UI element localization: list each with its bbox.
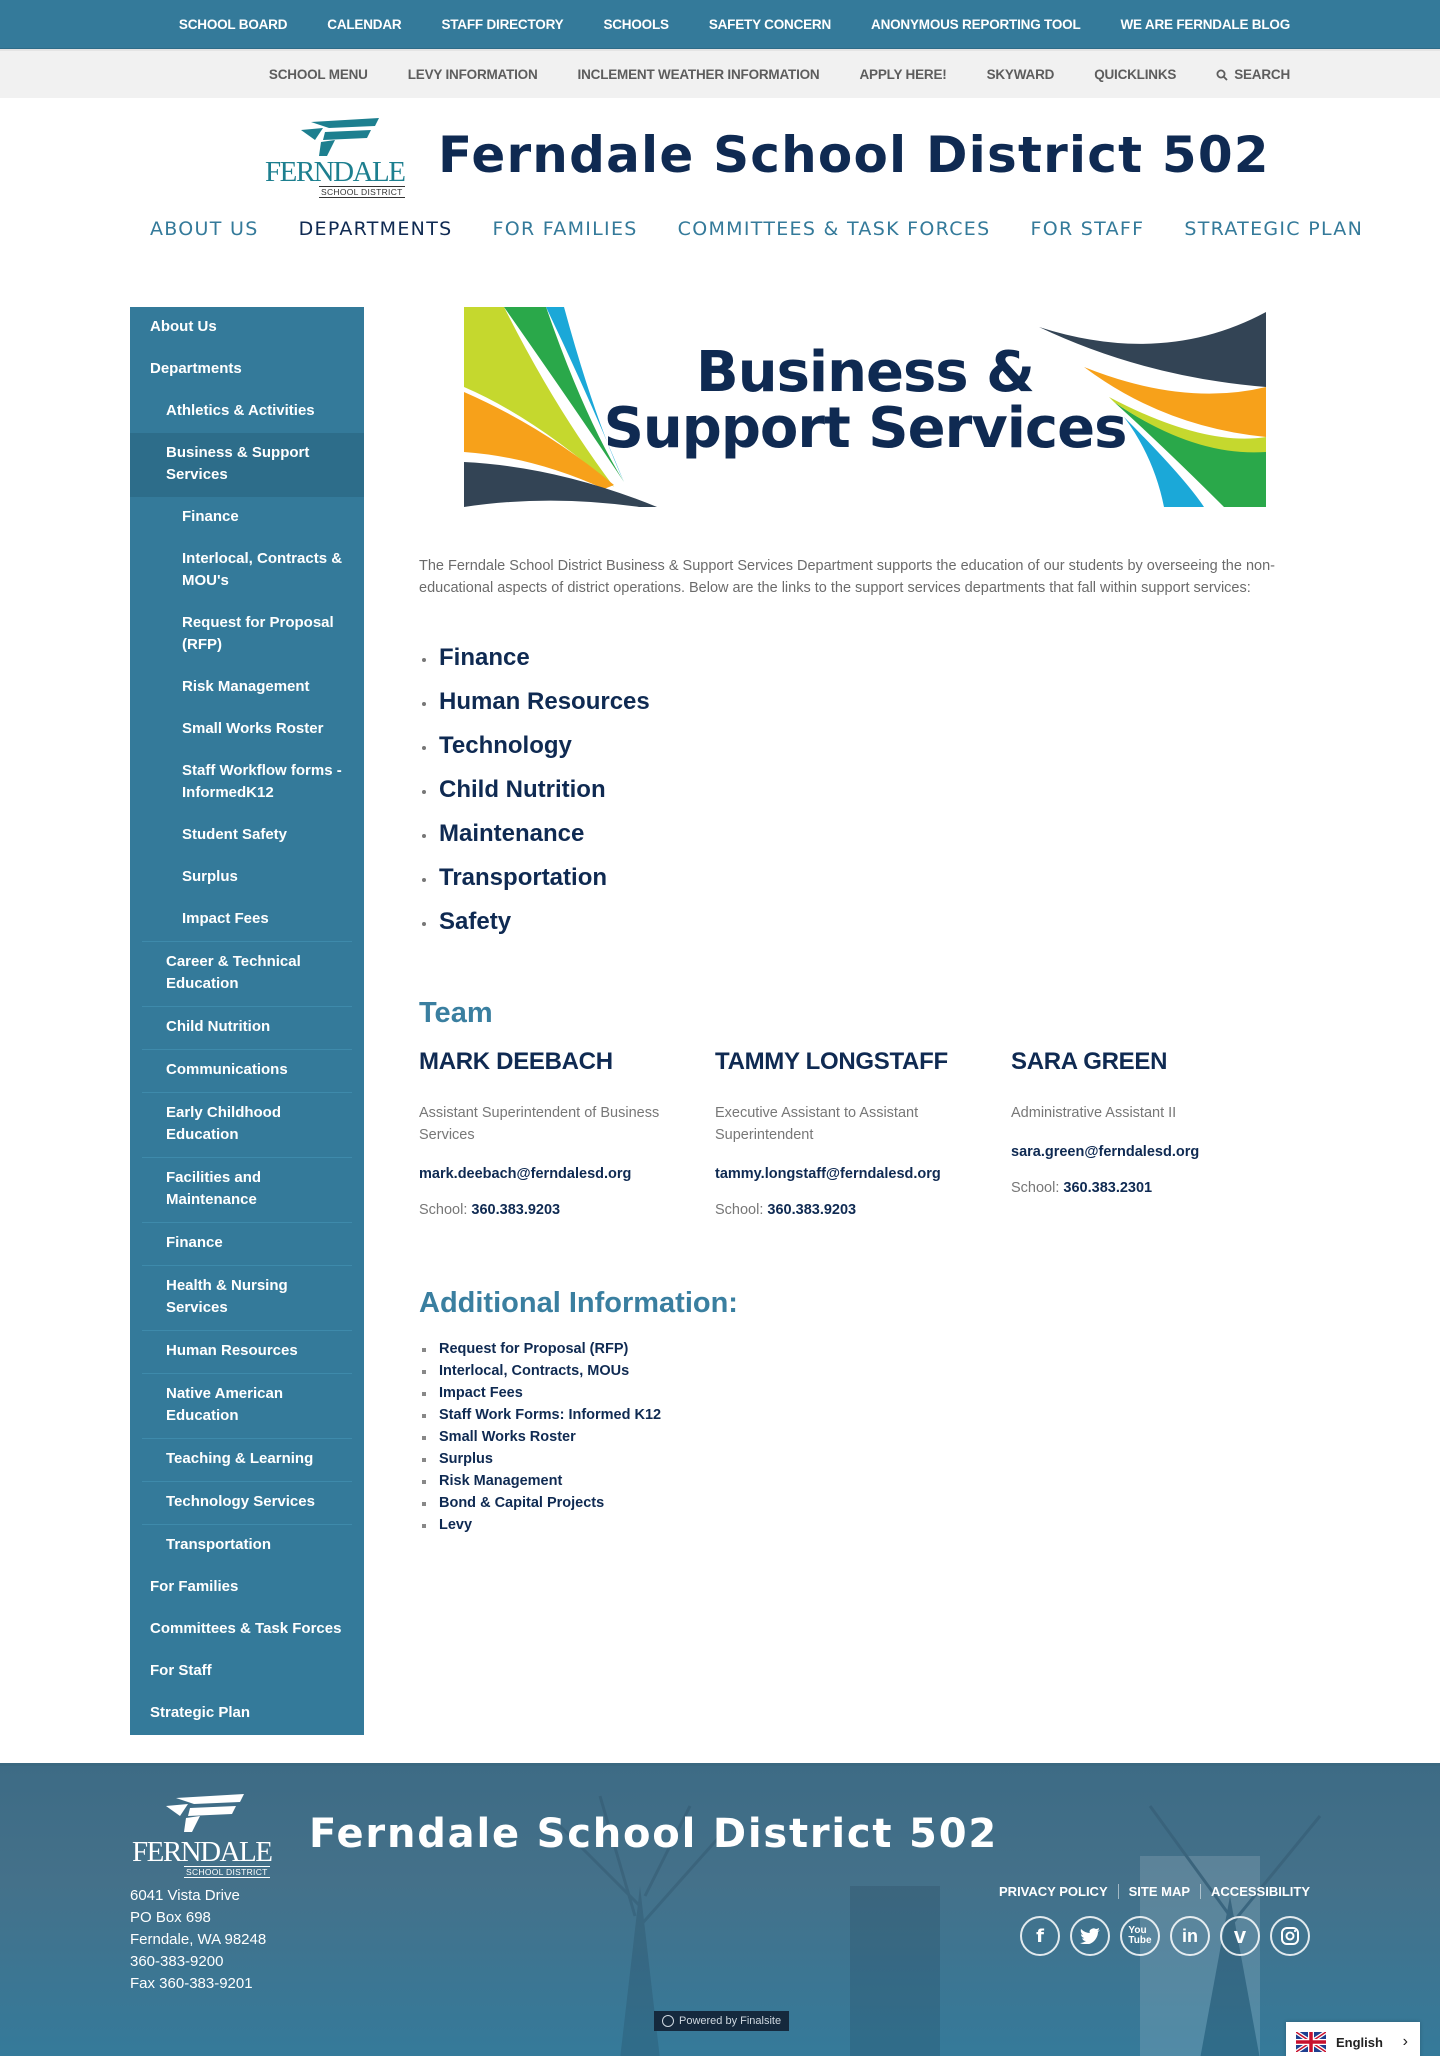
main-nav-about-us[interactable]: ABOUT US — [150, 218, 259, 240]
addl-link-small-works[interactable]: Small Works Roster — [419, 1426, 661, 1448]
member-email-link[interactable]: tammy.longstaff@ferndalesd.org — [715, 1166, 941, 1182]
sidebar-item-facilities[interactable]: Facilities and Maintenance — [142, 1158, 352, 1223]
main-nav — [150, 218, 1363, 240]
sidebar-item-committees[interactable]: Committees & Task Forces — [150, 1620, 342, 1637]
sidebar-item-transportation[interactable]: Transportation — [166, 1536, 272, 1553]
dept-link-maintenance[interactable]: Maintenance — [419, 812, 650, 856]
footer-link-privacy[interactable]: PRIVACY POLICY — [999, 1884, 1108, 1899]
member-email-link[interactable]: mark.deebach@ferndalesd.org — [419, 1166, 632, 1182]
team-member-card — [419, 1048, 715, 1218]
quick-link-school-menu[interactable]: SCHOOL MENU — [268, 67, 368, 82]
member-email-link[interactable]: sara.green@ferndalesd.org — [1011, 1144, 1200, 1160]
district-logo[interactable] — [265, 118, 417, 198]
search-label: SEARCH — [1234, 67, 1290, 82]
footer-address — [130, 1885, 266, 1995]
utility-link-staff-directory[interactable]: STAFF DIRECTORY — [441, 16, 564, 32]
addl-link-levy[interactable]: Levy — [419, 1514, 661, 1536]
linkedin-icon[interactable]: in — [1170, 1916, 1210, 1956]
footer-logo[interactable] — [130, 1794, 280, 1884]
sidebar-subitem-rfp[interactable]: Request for Proposal (RFP) — [182, 614, 334, 653]
addl-link-staff-work-forms[interactable]: Staff Work Forms: Informed K12 — [419, 1404, 661, 1426]
team-member-card — [715, 1048, 1011, 1218]
quick-link-apply[interactable]: APPLY HERE! — [859, 67, 947, 82]
dept-link-human-resources[interactable]: Human Resources — [419, 680, 650, 724]
quick-link-levy[interactable]: LEVY INFORMATION — [407, 67, 538, 82]
sidebar-item-early-childhood[interactable]: Early Childhood Education — [142, 1093, 352, 1158]
sidebar-item-child-nutrition[interactable]: Child Nutrition — [142, 1007, 352, 1050]
phone-label: School: — [715, 1202, 764, 1218]
banner-line-1: Business & — [696, 340, 1034, 405]
utility-link-schools[interactable]: SCHOOLS — [603, 16, 669, 32]
utility-link-safety-concern[interactable]: SAFETY CONCERN — [708, 16, 832, 32]
language-label: English — [1336, 2034, 1383, 2050]
dept-link-safety[interactable]: Safety — [419, 900, 650, 944]
dept-link-finance[interactable]: Finance — [419, 636, 650, 680]
quick-link-quicklinks[interactable]: QUICKLINKS — [1094, 67, 1177, 82]
sidebar-subitem-surplus[interactable]: Surplus — [182, 868, 238, 885]
finalsite-logo-icon — [662, 2015, 674, 2027]
sidebar-item-about-us[interactable]: About Us — [150, 318, 217, 335]
youtube-icon[interactable]: You Tube — [1120, 1916, 1160, 1956]
search-icon — [1216, 69, 1228, 81]
powered-by-label: Powered by Finalsite — [679, 2015, 782, 2027]
addl-link-interlocal[interactable]: Interlocal, Contracts, MOUs — [419, 1360, 661, 1382]
address-fax: Fax 360-383-9201 — [130, 1975, 253, 1992]
footer-title: Ferndale School District 502 — [309, 1811, 998, 1857]
member-phone — [1011, 1180, 1307, 1196]
addl-link-bond-capital[interactable]: Bond & Capital Projects — [419, 1492, 661, 1514]
intro-paragraph: The Ferndale School District Business & Support Services Department supports the education of our students by overseeing the non-educational aspects of district operations. Below are the links to the support services departments that fall within support services: — [419, 558, 1275, 596]
address-phone: 360-383-9200 — [130, 1953, 224, 1970]
utility-link-blog[interactable]: WE ARE FERNDALE BLOG — [1120, 16, 1290, 32]
business-support-banner — [464, 307, 1266, 507]
dept-link-technology[interactable]: Technology — [419, 724, 650, 768]
footer-links — [989, 1884, 1310, 1899]
main-nav-for-families[interactable]: FOR FAMILIES — [492, 218, 638, 240]
sidebar-item-business-support[interactable]: Business & Support Services — [130, 433, 364, 497]
addl-link-rfp[interactable]: Request for Proposal (RFP) — [419, 1338, 661, 1360]
team-heading: Team — [419, 997, 493, 1029]
sidebar-item-strategic-plan[interactable]: Strategic Plan — [150, 1704, 251, 1721]
sidebar-subitem-impact-fees[interactable]: Impact Fees — [142, 899, 352, 942]
sidebar-item-for-families[interactable]: For Families — [150, 1578, 239, 1595]
phone-label: School: — [1011, 1180, 1060, 1196]
footer-logo-subtitle: SCHOOL DISTRICT — [186, 1867, 268, 1877]
team-grid — [419, 1048, 1307, 1218]
main-nav-committees[interactable]: COMMITTEES & TASK FORCES — [677, 218, 991, 240]
sidebar-item-technology-services[interactable]: Technology Services — [142, 1482, 352, 1525]
address-street: 6041 Vista Drive — [130, 1887, 240, 1904]
twitter-icon[interactable] — [1070, 1916, 1110, 1956]
sidebar-item-departments[interactable]: Departments — [150, 360, 242, 377]
phone-number: 360.383.9203 — [471, 1202, 561, 1218]
quick-link-skyward[interactable]: SKYWARD — [986, 67, 1055, 82]
footer-link-site-map[interactable]: SITE MAP — [1118, 1884, 1200, 1899]
sidebar-item-teaching-learning[interactable]: Teaching & Learning — [142, 1439, 352, 1482]
dept-link-child-nutrition[interactable]: Child Nutrition — [419, 768, 650, 812]
sidebar-subitem-interlocal[interactable]: Interlocal, Contracts & MOU's — [182, 550, 343, 589]
facebook-icon[interactable]: f — [1020, 1916, 1060, 1956]
address-city: Ferndale, WA 98248 — [130, 1931, 267, 1948]
sidebar-item-for-staff[interactable]: For Staff — [150, 1662, 212, 1679]
sidebar-subitem-student-safety[interactable]: Student Safety — [182, 826, 288, 843]
sidebar-item-career-technical[interactable]: Career & Technical Education — [142, 942, 352, 1007]
member-phone — [715, 1202, 1011, 1218]
addl-link-impact-fees[interactable]: Impact Fees — [419, 1382, 661, 1404]
sidebar-subitem-staff-workflow[interactable]: Staff Workflow forms - InformedK12 — [182, 762, 342, 801]
additional-info-list — [419, 1338, 661, 1536]
member-role: Assistant Superintendent of Business Services — [419, 1105, 660, 1143]
utility-link-calendar[interactable]: CALENDAR — [327, 16, 402, 32]
ferndale-f-emblem-icon — [301, 118, 381, 158]
utility-link-anonymous-reporting[interactable]: ANONYMOUS REPORTING TOOL — [871, 16, 1081, 32]
member-role: Executive Assistant to Assistant Superintendent — [715, 1105, 919, 1143]
dept-link-transportation[interactable]: Transportation — [419, 856, 650, 900]
sidebar-item-communications[interactable]: Communications — [142, 1050, 352, 1093]
sidebar-subitem-risk-management[interactable]: Risk Management — [182, 678, 310, 695]
member-phone — [419, 1202, 715, 1218]
section-sidebar — [130, 307, 364, 1735]
phone-number: 360.383.2301 — [1063, 1180, 1153, 1196]
instagram-icon[interactable] — [1270, 1916, 1310, 1956]
sidebar-item-finance[interactable]: Finance — [142, 1223, 352, 1266]
quick-nav — [0, 49, 1440, 98]
member-role: Administrative Assistant II — [1011, 1105, 1177, 1121]
search-button[interactable] — [1216, 67, 1290, 82]
banner-line-2: Support Services — [603, 396, 1127, 461]
sidebar-subitem-finance[interactable]: Finance — [182, 508, 239, 525]
main-nav-departments[interactable]: DEPARTMENTS — [298, 218, 453, 240]
ferndale-f-emblem-icon — [166, 1794, 246, 1834]
sidebar-item-health-nursing[interactable]: Health & Nursing Services — [142, 1266, 352, 1331]
utility-nav — [0, 0, 1440, 49]
team-member-card — [1011, 1048, 1307, 1218]
address-po-box: PO Box 698 — [130, 1909, 211, 1926]
sidebar-item-athletics[interactable]: Athletics & Activities — [166, 402, 315, 419]
sidebar-subitem-small-works[interactable]: Small Works Roster — [182, 720, 324, 737]
site-footer — [0, 1763, 1440, 2056]
member-name: TAMMY LONGSTAFF — [715, 1048, 948, 1075]
sidebar-item-native-american[interactable]: Native American Education — [142, 1374, 352, 1439]
main-nav-strategic-plan[interactable]: STRATEGIC PLAN — [1184, 218, 1364, 240]
logo-subtitle: SCHOOL DISTRICT — [321, 187, 403, 197]
quick-link-weather[interactable]: INCLEMENT WEATHER INFORMATION — [577, 67, 820, 82]
addl-link-risk-management[interactable]: Risk Management — [419, 1470, 661, 1492]
member-name: MARK DEEBACH — [419, 1048, 613, 1075]
additional-info-heading: Additional Information: — [419, 1287, 738, 1319]
powered-by-finalsite-badge[interactable] — [654, 2011, 789, 2031]
banner-heading — [464, 340, 1266, 461]
footer-link-accessibility[interactable]: ACCESSIBILITY — [1200, 1884, 1310, 1899]
site-title: Ferndale School District 502 — [438, 126, 1270, 184]
phone-number: 360.383.9203 — [767, 1202, 857, 1218]
footer-logo-wordmark: FERNDALE — [132, 1836, 272, 1868]
logo-wordmark: FERNDALE — [265, 156, 405, 188]
social-links — [1010, 1916, 1310, 1956]
uk-flag-icon — [1296, 2032, 1326, 2052]
member-name: SARA GREEN — [1011, 1048, 1168, 1075]
vimeo-icon[interactable]: v — [1220, 1916, 1260, 1956]
main-nav-for-staff[interactable]: FOR STAFF — [1030, 218, 1145, 240]
language-selector[interactable] — [1286, 2022, 1420, 2056]
addl-link-surplus[interactable]: Surplus — [419, 1448, 661, 1470]
utility-link-school-board[interactable]: SCHOOL BOARD — [178, 16, 288, 32]
phone-label: School: — [419, 1202, 468, 1218]
departments-list — [419, 636, 650, 944]
sidebar-item-human-resources[interactable]: Human Resources — [142, 1331, 352, 1374]
chevron-right-icon: › — [1402, 2033, 1408, 2050]
